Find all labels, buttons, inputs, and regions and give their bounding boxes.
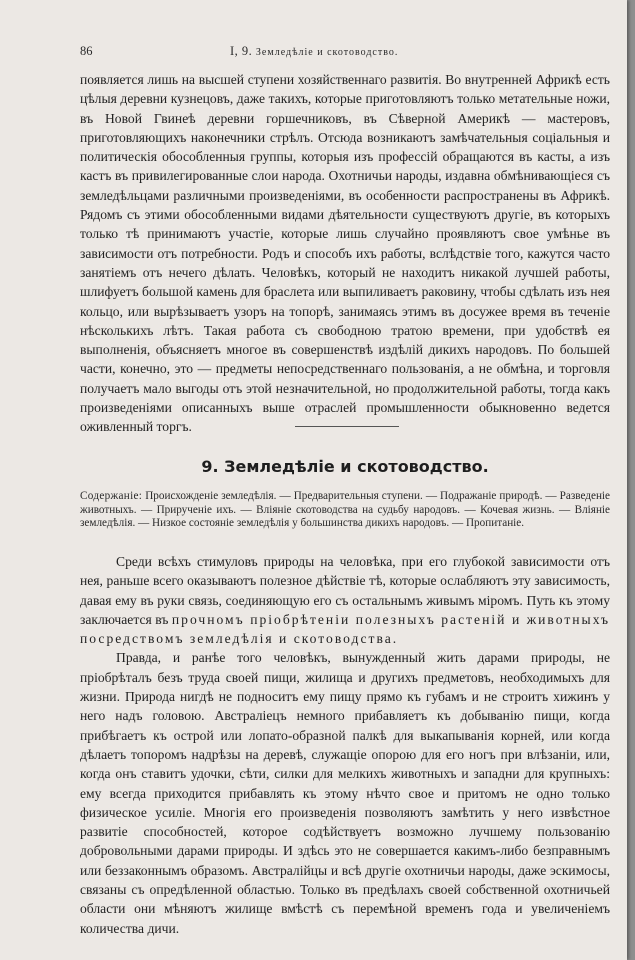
section-divider (295, 426, 399, 427)
summary-text: Происхожденіе земледѣлія. — Предварительныя ступени. — Подражаніе природѣ. — Разведеніе животныхъ. — Прирученіе ихъ. — Вліяніе скотоводства на судьбу народовъ. — Кочевая жизнь. — Вліяніе земледѣлія. — Низкое состояніе земледѣлія у большинства дикихъ народовъ. — Пропитаніе. (80, 490, 611, 530)
section-number: I, 9. (230, 44, 253, 58)
running-header (230, 44, 398, 59)
body-paragraph-2 (80, 552, 610, 938)
page-number: 86 (80, 44, 93, 58)
paragraph-text (80, 552, 610, 648)
paragraph-text: появляется лишь на высшей ступени хозяйственнаго развитія. Во внутренней Африкѣ есть цѣлыя деревни кузнецовъ, даже такихъ, которые приготовляютъ только метательные ножи, въ Новой Гвинеѣ деревни горшечниковъ, въ Сѣверной Америкѣ — мастеровъ, приготовляющихъ наконечники стрѣлъ. Отсюда возникаютъ замѣчательныя соціальныя и политическія обособленныя группы, которыя изъ профессій обращаются въ касты, а изъ кастъ въ привилегированные слои народа. Охотничьи народы, издавна обмѣнивающіеся съ земледѣльцами различными произведеніями, въ особенности распространены въ Африкѣ. Рядомъ съ этими обособленными видами дѣятельности существуютъ другіе, въ которыхъ только тѣ принимаютъ участіе, которые лишь случайно проявляютъ свое умѣнье въ зависимости отъ потребности. Родъ и способъ ихъ работы, вслѣдствіе того, кажутся часто занятіемъ отъ нечего дѣлать. Человѣкъ, который не находитъ никакой лучшей работы, шлифуетъ большой камень для браслета или выпиливаетъ раковину, чтобы сдѣлать изъ нея кольцо, или вырѣзываетъ узоръ на топорѣ, занимаясь этимъ въ досужее время въ теченіе нѣсколькихъ лѣтъ. Такая работа съ свободною тратою времени, при удобствѣ ея выполненія, объясняетъ многое въ совершенствѣ издѣлій дикихъ народовъ. По большей части, конечно, это — предметы непосредственнаго пользованія, а не обмѣна, и торговля получаетъ мало выгоды отъ этой незначительной, но продолжительной работы, тогда какъ произведеніями описанныхъ выше отраслей промышленности обыкновенно ведется оживленный торгъ. (80, 72, 610, 435)
emphasized-text: прочномъ пріобрѣтеніи полезныхъ растеній и животныхъ посредствомъ земледѣлія и скотоводства. (80, 611, 611, 647)
body-paragraph-1 (80, 70, 610, 437)
body-paragraph-3: Правда, и ранѣе того человѣкъ, вынужденный жить дарами природы, не пріобрѣталъ безъ труда своей пищи, жилища и другихъ предметовъ, необходимыхъ для жизни. Природа нигдѣ не подноситъ ему пищу прямо къ губамъ и не строитъ хижинъ у него надъ головою. Австраліецъ немного прибавляетъ къ добыванію пищи, когда прибѣгаетъ къ острой или лопато-образной палкѣ для выкапыванія корней, или когда дѣлаетъ топоромъ надрѣзы на деревѣ, служащіе опорою для его ногъ при влѣзаніи, или, когда онъ ставитъ удочки, сѣти, силки для мелкихъ животныхъ и западни для крупныхъ: ему всегда приходится прибавлять къ этому нѣчто свое и притомъ не одно только физическое усиліе. Многія его произведенія позволяютъ замѣтить у него извѣстное развитіе способностей, которое содѣйствуетъ возможно лучшему пользованію добровольными дарами природы. И здѣсь это не совершается какимъ-либо безправнымъ или беззаконнымъ образомъ. Австралійцы и всѣ другіе охотничьи народы, даже эскимосы, связаны съ опредѣленной областью. Только въ предѣлахъ своей собственной охотничьей области они мѣняютъ жилище вмѣстѣ съ перемѣной временъ года и увеличеніемъ количества дичи. (80, 650, 610, 936)
chapter-heading: 9. Земледѣліе и скотоводство. (201, 457, 489, 476)
summary-label: Содержаніе: (80, 490, 143, 502)
page-header (80, 44, 610, 62)
running-title: Земледѣліе и скотоводство. (255, 47, 399, 58)
paragraph-start: Среди всѣхъ стимуловъ природы на человѣка, при его глубокой зависимости отъ нея, раньше всего оказываютъ полезное дѣйствіе тѣ, которые ослабляютъ эту зависимость, давая ему въ руки связь, соединяющую его съ остальнымъ живымъ міромъ. Путь къ этому заключается въ (80, 554, 610, 627)
chapter-summary (80, 490, 610, 531)
